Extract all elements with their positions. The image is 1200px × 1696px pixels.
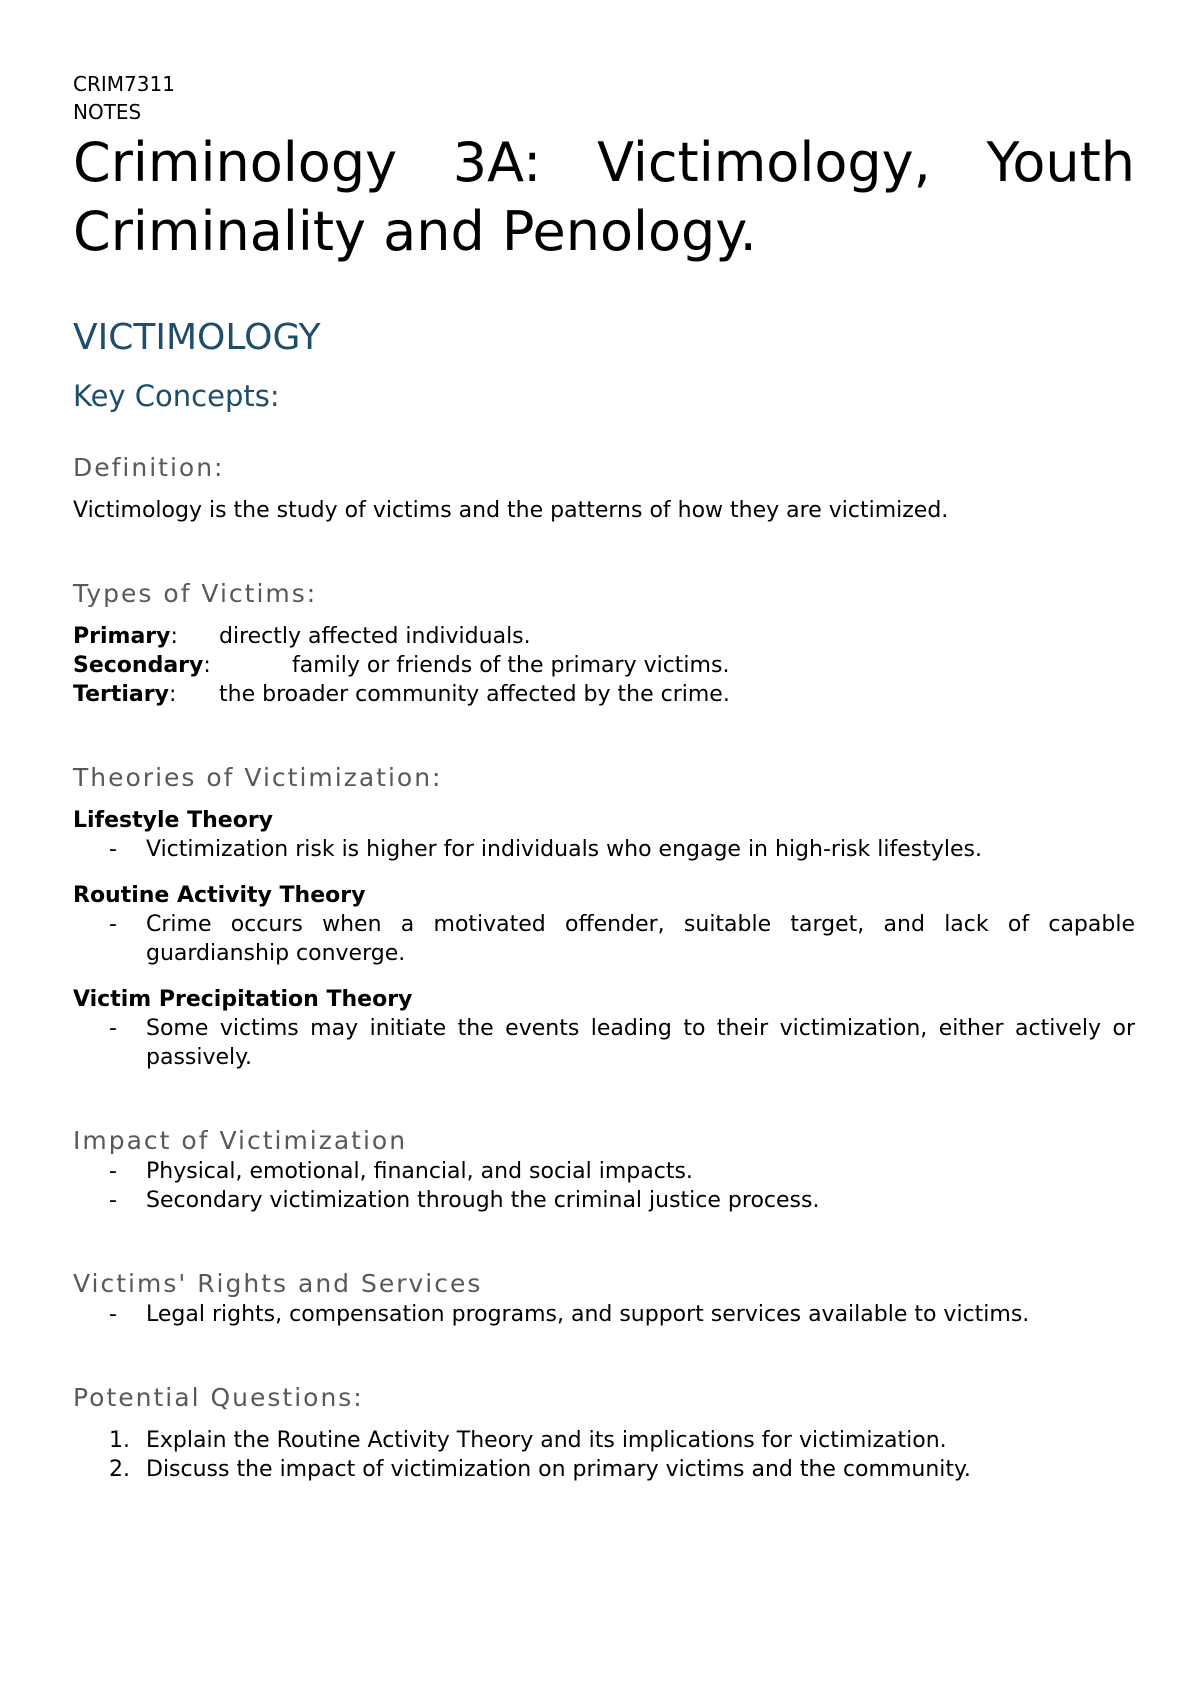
- course-code: CRIM7311: [73, 72, 175, 96]
- question-number: 2.: [109, 1457, 130, 1482]
- type-desc: family or friends of the primary victims.: [292, 653, 730, 678]
- theory-name: Lifestyle Theory: [73, 808, 274, 833]
- impact-list: [73, 1157, 1135, 1215]
- rights-point: - Legal rights, compensation programs, and support services available to victims.: [73, 1300, 1135, 1329]
- type-term: Tertiary: [73, 682, 169, 707]
- questions-heading: Potential Questions:: [73, 1383, 364, 1412]
- theory-point: - Crime occurs when a motivated offender, suitable target, and lack of capable guardianship converge.: [73, 910, 1135, 968]
- types-list: [73, 622, 1135, 709]
- type-term: Primary: [73, 624, 171, 649]
- theory-point: - Victimization risk is higher for individuals who engage in high-risk lifestyles.: [73, 835, 1135, 864]
- questions-list: [73, 1426, 1135, 1484]
- rights-list: [73, 1300, 1135, 1329]
- key-concepts-heading: Key Concepts:: [73, 379, 280, 413]
- impact-point: - Physical, emotional, financial, and social impacts.: [73, 1157, 1135, 1186]
- theories-heading: Theories of Victimization:: [73, 763, 443, 792]
- type-desc: the broader community affected by the crime.: [219, 682, 730, 707]
- theory-item: [73, 985, 1135, 1072]
- definition-text: Victimology is the study of victims and the patterns of how they are victimized.: [73, 498, 949, 523]
- question-item: [73, 1426, 1135, 1455]
- theory-name: Victim Precipitation Theory: [73, 987, 413, 1012]
- theory-item: [73, 881, 1135, 968]
- definition-heading: Definition:: [73, 453, 225, 482]
- question-item: [73, 1455, 1135, 1484]
- theories-list: [73, 806, 1135, 1072]
- document-page: [73, 70, 1135, 1484]
- type-item-tertiary: Tertiary: the broader community affected by the crime.: [73, 682, 730, 707]
- question-text: Explain the Routine Activity Theory and its implications for victimization.: [146, 1428, 947, 1453]
- type-item-primary: Primary: directly affected individuals.: [73, 624, 531, 649]
- question-number: 1.: [109, 1428, 130, 1453]
- doc-type: NOTES: [73, 100, 142, 124]
- theory-name: Routine Activity Theory: [73, 883, 366, 908]
- type-desc: directly affected individuals.: [219, 624, 531, 649]
- document-title: Criminology 3A: Victimology, Youth Criminality and Penology.: [73, 131, 1135, 263]
- type-term: Secondary: [73, 653, 204, 678]
- question-text: Discuss the impact of victimization on primary victims and the community.: [146, 1457, 971, 1482]
- impact-point: - Secondary victimization through the criminal justice process.: [73, 1186, 1135, 1215]
- types-heading: Types of Victims:: [73, 579, 318, 608]
- impact-heading: Impact of Victimization: [73, 1126, 408, 1155]
- theory-point: - Some victims may initiate the events leading to their victimization, either actively or passively.: [73, 1014, 1135, 1072]
- theory-item: [73, 806, 1135, 864]
- section-heading-victimology: VICTIMOLOGY: [73, 317, 321, 358]
- type-item-secondary: Secondary: family or friends of the primary victims.: [73, 653, 730, 678]
- rights-heading: Victims' Rights and Services: [73, 1269, 483, 1298]
